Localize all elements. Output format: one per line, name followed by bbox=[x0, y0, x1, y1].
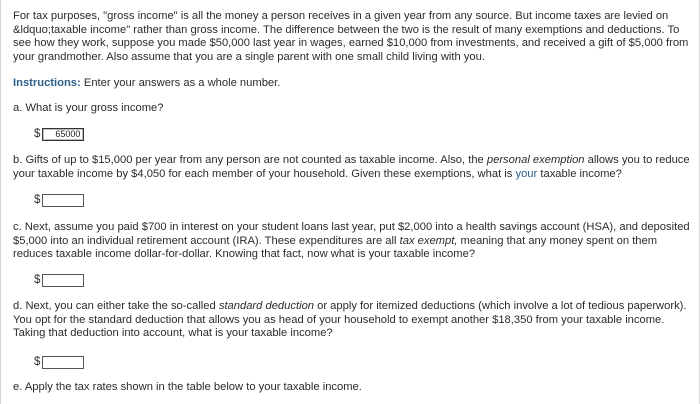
answer-row-b bbox=[34, 194, 84, 208]
question-b-emph: personal exemption bbox=[486, 154, 585, 166]
question-b bbox=[13, 154, 691, 181]
dollar-sign-b: $ bbox=[34, 194, 41, 206]
intro-paragraph: For tax purposes, "gross income" is all the money a person receives in a given year from any source. But income taxes are levied on &ldquo;taxable income" rather than gross income. The difference between the two is the result of many exemptions and deductions. To see how they work, suppose you made $50,000 last year in wages, earned $10,000 from investments, and received a gift of $5,000 from your grandmother. Also assume that you are a single parent with one small child living with you. bbox=[13, 10, 689, 63]
question-c-text-1: c. Next, assume you paid $700 in interest on your student loans last year, put $2,000 into a health savings account (HSA), and deposited $5,000 into an individual retirement account (IRA). These expenditures are all bbox=[13, 221, 690, 247]
question-c-text-2: meaning that any money spent on them reduces taxable income dollar-for-dollar. Knowing that fact, now what is your taxable income? bbox=[13, 234, 658, 261]
answer-row-c bbox=[34, 274, 84, 288]
question-b-text-3: taxable income? bbox=[537, 167, 622, 180]
dollar-sign-c: $ bbox=[34, 274, 41, 286]
question-c-emph: tax exempt, bbox=[399, 234, 458, 247]
instructions-text: Enter your answers as a whole number. bbox=[80, 77, 281, 89]
question-c bbox=[13, 221, 691, 262]
dollar-sign-d: $ bbox=[34, 356, 41, 368]
question-a: a. What is your gross income? bbox=[13, 102, 164, 114]
question-e: e. Apply the tax rates shown in the table below to your taxable income. bbox=[13, 381, 362, 393]
answer-row-d bbox=[34, 356, 84, 370]
answer-input-a[interactable]: 65000 bbox=[42, 128, 84, 141]
question-b-highlight: your bbox=[515, 167, 538, 180]
question-d-text-2: or apply for itemized deductions (which involve a lot of tedious paperwork). You opt for the standard deduction that allows you as head of your household to exempt another $18,350 from your taxable income. Taking that deduction into account, what is your taxable income? bbox=[13, 300, 687, 340]
answer-input-d[interactable] bbox=[42, 356, 84, 369]
question-b-text-2: allows you to reduce your taxable income by $4,050 for each member of your household. Given these exemptions, what is bbox=[13, 154, 690, 180]
instructions bbox=[13, 77, 280, 91]
question-d-text-1: d. Next, you can either take the so-called bbox=[13, 300, 219, 312]
question-b-text-1: b. Gifts of up to $15,000 per year from any person are not counted as taxable income. Also, the bbox=[13, 154, 487, 166]
question-d-emph: standard deduction bbox=[218, 300, 315, 312]
answer-row-a bbox=[34, 128, 84, 142]
answer-input-b[interactable] bbox=[42, 194, 84, 207]
answer-input-c[interactable] bbox=[42, 274, 84, 287]
instructions-label: Instructions: bbox=[13, 77, 81, 89]
question-d bbox=[13, 300, 691, 341]
dollar-sign-a: $ bbox=[34, 128, 41, 140]
